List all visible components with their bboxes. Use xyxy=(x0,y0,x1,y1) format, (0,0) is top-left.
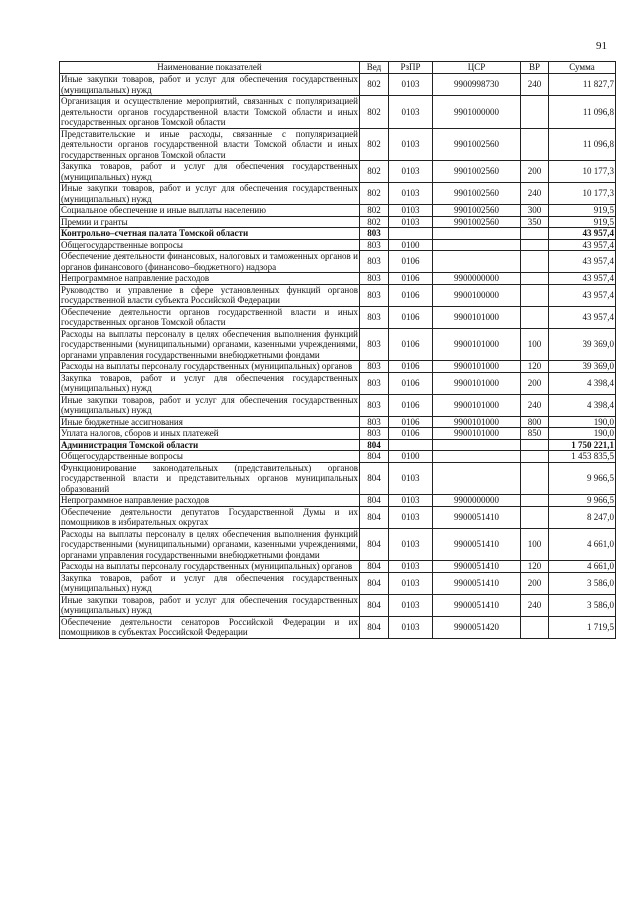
cell-csr xyxy=(433,462,521,495)
cell-ved: 804 xyxy=(360,528,389,561)
cell-sum: 3 586,0 xyxy=(549,594,616,616)
cell-csr xyxy=(433,228,521,240)
cell-rzpr: 0103 xyxy=(389,561,433,573)
cell-ved: 802 xyxy=(360,128,389,161)
cell-rzpr: 0103 xyxy=(389,205,433,217)
cell-csr xyxy=(433,451,521,463)
cell-rzpr: 0103 xyxy=(389,183,433,205)
cell-vr: 800 xyxy=(521,416,549,428)
cell-csr: 9900051420 xyxy=(433,616,521,638)
cell-ved: 802 xyxy=(360,74,389,96)
header-ved: Вед xyxy=(360,62,389,74)
budget-table xyxy=(59,61,616,639)
cell-name: Иные закупки товаров, работ и услуг для обеспечения государственных (муниципальных) нужд xyxy=(61,183,358,204)
cell-csr: 9900101000 xyxy=(433,428,521,440)
cell-vr xyxy=(521,251,549,273)
cell-csr xyxy=(433,251,521,273)
cell-ved: 804 xyxy=(360,495,389,507)
cell-rzpr: 0100 xyxy=(389,451,433,463)
cell-csr: 9900051410 xyxy=(433,572,521,594)
cell-sum: 43 957,4 xyxy=(549,284,616,306)
cell-name: Администрация Томской области xyxy=(60,439,360,451)
cell-vr xyxy=(521,306,549,328)
cell-ved: 804 xyxy=(360,506,389,528)
cell-rzpr: 0106 xyxy=(389,428,433,440)
cell-ved: 804 xyxy=(360,572,389,594)
table-body xyxy=(60,74,616,639)
cell-csr: 9900101000 xyxy=(433,361,521,373)
table-row xyxy=(60,451,616,463)
cell-sum: 3 586,0 xyxy=(549,572,616,594)
cell-ved: 802 xyxy=(360,205,389,217)
table-row xyxy=(60,74,616,96)
cell-csr xyxy=(433,239,521,251)
table-row xyxy=(60,572,616,594)
cell-vr: 200 xyxy=(521,572,549,594)
cell-rzpr: 0103 xyxy=(389,74,433,96)
cell-ved: 803 xyxy=(360,273,389,285)
cell-name: Иные закупки товаров, работ и услуг для обеспечения государственных (муниципальных) нужд xyxy=(61,594,358,615)
cell-ved: 803 xyxy=(360,428,389,440)
cell-name: Контрольно–счетная палата Томской области xyxy=(60,228,360,240)
cell-rzpr: 0106 xyxy=(389,361,433,373)
cell-sum: 43 957,4 xyxy=(549,273,616,285)
cell-rzpr: 0103 xyxy=(389,495,433,507)
cell-rzpr: 0106 xyxy=(389,273,433,285)
cell-name: Уплата налогов, сборов и иных платежей xyxy=(60,428,360,440)
table-row xyxy=(60,216,616,228)
cell-vr xyxy=(521,462,549,495)
cell-vr: 100 xyxy=(521,328,549,361)
table-header-row xyxy=(60,62,616,74)
cell-ved: 803 xyxy=(360,328,389,361)
cell-name: Расходы на выплаты персоналу в целях обеспечения выполнения функций государственными (муниципальными) органами, казенными учреждениями, органами управления государственными внебюджетными фондами xyxy=(61,528,358,560)
cell-rzpr: 0106 xyxy=(389,328,433,361)
cell-vr: 240 xyxy=(521,394,549,416)
cell-vr xyxy=(521,96,549,129)
table-row xyxy=(60,239,616,251)
table-row xyxy=(60,128,616,161)
header-sum: Сумма xyxy=(549,62,616,74)
cell-sum: 919,5 xyxy=(549,205,616,217)
cell-vr xyxy=(521,128,549,161)
cell-vr: 300 xyxy=(521,205,549,217)
cell-csr: 9901002560 xyxy=(433,216,521,228)
header-vr: ВР xyxy=(521,62,549,74)
cell-csr: 9900101000 xyxy=(433,306,521,328)
table-row xyxy=(60,616,616,638)
cell-ved: 804 xyxy=(360,616,389,638)
cell-vr xyxy=(521,506,549,528)
cell-ved: 803 xyxy=(360,394,389,416)
table-row xyxy=(60,495,616,507)
table-row xyxy=(60,372,616,394)
cell-name: Иные закупки товаров, работ и услуг для обеспечения государственных (муниципальных) нужд xyxy=(61,394,358,415)
cell-vr: 240 xyxy=(521,183,549,205)
cell-ved: 804 xyxy=(360,594,389,616)
cell-name: Закупка товаров, работ и услуг для обеспечения государственных (муниципальных) нужд xyxy=(61,572,358,593)
cell-rzpr: 0103 xyxy=(389,506,433,528)
cell-sum: 190,0 xyxy=(549,428,616,440)
cell-name: Закупка товаров, работ и услуг для обеспечения государственных (муниципальных) нужд xyxy=(61,372,358,393)
cell-csr: 9901002560 xyxy=(433,161,521,183)
cell-vr xyxy=(521,239,549,251)
cell-rzpr: 0100 xyxy=(389,239,433,251)
cell-name: Расходы на выплаты персоналу государственных (муниципальных) органов xyxy=(60,561,360,573)
cell-vr: 240 xyxy=(521,74,549,96)
cell-ved: 803 xyxy=(360,284,389,306)
cell-name: Расходы на выплаты персоналу государственных (муниципальных) органов xyxy=(60,361,360,373)
table-row xyxy=(60,462,616,495)
cell-name: Обеспечение деятельности органов государственной власти и иных государственных органов Томской области xyxy=(61,306,358,327)
cell-sum: 1 453 835,5 xyxy=(549,451,616,463)
cell-rzpr: 0103 xyxy=(389,528,433,561)
cell-name: Премии и гранты xyxy=(60,216,360,228)
cell-csr: 9900000000 xyxy=(433,273,521,285)
cell-rzpr: 0103 xyxy=(389,161,433,183)
cell-sum: 1 750 221,1 xyxy=(549,439,616,451)
cell-sum: 39 369,0 xyxy=(549,328,616,361)
cell-rzpr: 0106 xyxy=(389,372,433,394)
cell-ved: 804 xyxy=(360,451,389,463)
cell-name: Иные закупки товаров, работ и услуг для обеспечения государственных (муниципальных) нужд xyxy=(61,74,358,95)
cell-csr: 9900100000 xyxy=(433,284,521,306)
cell-name: Обеспечение деятельности финансовых, налоговых и таможенных органов и органов финансового (финансово–бюджетного) надзора xyxy=(61,251,358,272)
cell-rzpr: 0103 xyxy=(389,462,433,495)
cell-rzpr xyxy=(389,439,433,451)
cell-sum: 190,0 xyxy=(549,416,616,428)
cell-sum: 4 661,0 xyxy=(549,528,616,561)
cell-ved: 803 xyxy=(360,361,389,373)
cell-csr: 9900998730 xyxy=(433,74,521,96)
cell-rzpr: 0103 xyxy=(389,128,433,161)
cell-sum: 9 966,5 xyxy=(549,495,616,507)
cell-sum: 10 177,3 xyxy=(549,161,616,183)
cell-csr: 9900000000 xyxy=(433,495,521,507)
header-csr: ЦСР xyxy=(433,62,521,74)
table-row xyxy=(60,205,616,217)
cell-rzpr: 0103 xyxy=(389,594,433,616)
table-row xyxy=(60,394,616,416)
cell-csr: 9900051410 xyxy=(433,561,521,573)
cell-name: Общегосударственные вопросы xyxy=(60,239,360,251)
cell-vr: 100 xyxy=(521,528,549,561)
page-number: 91 xyxy=(596,40,607,52)
cell-sum: 11 096,8 xyxy=(549,96,616,129)
cell-rzpr: 0103 xyxy=(389,216,433,228)
cell-sum: 4 661,0 xyxy=(549,561,616,573)
cell-vr: 240 xyxy=(521,594,549,616)
cell-csr: 9900101000 xyxy=(433,328,521,361)
cell-rzpr: 0103 xyxy=(389,572,433,594)
cell-name: Обеспечение деятельности сенаторов Российской Федерации и их помощников в субъектах Российской Федерации xyxy=(61,616,358,637)
cell-sum: 1 719,5 xyxy=(549,616,616,638)
cell-csr: 9901002560 xyxy=(433,183,521,205)
cell-sum: 43 957,4 xyxy=(549,251,616,273)
cell-vr: 200 xyxy=(521,372,549,394)
table-row xyxy=(60,96,616,129)
cell-name: Функционирование законодательных (представительных) органов государственной власти и представительных органов муниципальных образований xyxy=(61,462,358,494)
cell-sum: 39 369,0 xyxy=(549,361,616,373)
cell-ved: 802 xyxy=(360,183,389,205)
cell-vr xyxy=(521,451,549,463)
cell-vr xyxy=(521,495,549,507)
table-row xyxy=(60,183,616,205)
cell-vr: 350 xyxy=(521,216,549,228)
cell-rzpr: 0103 xyxy=(389,96,433,129)
table-row xyxy=(60,306,616,328)
header-name: Наименование показателей xyxy=(60,62,360,74)
table-row xyxy=(60,328,616,361)
table-row xyxy=(60,528,616,561)
cell-name: Обеспечение деятельности депутатов Государственной Думы и их помощников в избирательных округах xyxy=(61,506,358,527)
cell-vr xyxy=(521,273,549,285)
cell-vr xyxy=(521,439,549,451)
cell-name: Непрограммное направление расходов xyxy=(60,495,360,507)
cell-name: Закупка товаров, работ и услуг для обеспечения государственных (муниципальных) нужд xyxy=(61,161,358,182)
header-rzpr: РзПР xyxy=(389,62,433,74)
cell-ved: 804 xyxy=(360,462,389,495)
cell-vr xyxy=(521,616,549,638)
cell-vr: 120 xyxy=(521,561,549,573)
cell-name: Организация и осуществление мероприятий, связанных с популяризацией деятельности органов государственной власти Томской области и иных государственных органов Томской области xyxy=(61,96,358,127)
table-row xyxy=(60,561,616,573)
table-row xyxy=(60,594,616,616)
cell-vr xyxy=(521,228,549,240)
cell-sum: 11 827,7 xyxy=(549,74,616,96)
table-row xyxy=(60,428,616,440)
cell-rzpr: 0106 xyxy=(389,416,433,428)
cell-sum: 4 398,4 xyxy=(549,372,616,394)
cell-sum: 10 177,3 xyxy=(549,183,616,205)
cell-ved: 803 xyxy=(360,251,389,273)
table-row xyxy=(60,273,616,285)
table-row xyxy=(60,439,616,451)
table-row xyxy=(60,416,616,428)
cell-sum: 919,5 xyxy=(549,216,616,228)
cell-csr: 9900101000 xyxy=(433,416,521,428)
cell-rzpr: 0106 xyxy=(389,284,433,306)
cell-name: Общегосударственные вопросы xyxy=(60,451,360,463)
cell-vr: 120 xyxy=(521,361,549,373)
cell-ved: 803 xyxy=(360,228,389,240)
cell-rzpr: 0103 xyxy=(389,616,433,638)
table-row xyxy=(60,284,616,306)
cell-name: Расходы на выплаты персоналу в целях обеспечения выполнения функций государственными (муниципальными) органами, казенными учреждениями, органами управления государственными внебюджетными фондами xyxy=(61,328,358,360)
cell-csr: 9901002560 xyxy=(433,128,521,161)
cell-ved: 803 xyxy=(360,239,389,251)
cell-csr xyxy=(433,439,521,451)
cell-name: Представительские и иные расходы, связанные с популяризацией деятельности органов государственной власти Томской области и иных государственных органов Томской области xyxy=(61,128,358,160)
table-row xyxy=(60,251,616,273)
cell-csr: 9901000000 xyxy=(433,96,521,129)
cell-sum: 43 957,4 xyxy=(549,228,616,240)
cell-sum: 43 957,4 xyxy=(549,239,616,251)
table-row xyxy=(60,506,616,528)
cell-rzpr: 0106 xyxy=(389,394,433,416)
cell-csr: 9900101000 xyxy=(433,394,521,416)
cell-rzpr xyxy=(389,228,433,240)
cell-sum: 11 096,8 xyxy=(549,128,616,161)
cell-ved: 803 xyxy=(360,416,389,428)
cell-ved: 802 xyxy=(360,96,389,129)
cell-sum: 4 398,4 xyxy=(549,394,616,416)
cell-vr: 200 xyxy=(521,161,549,183)
cell-sum: 9 966,5 xyxy=(549,462,616,495)
cell-vr: 850 xyxy=(521,428,549,440)
cell-csr: 9901002560 xyxy=(433,205,521,217)
cell-name: Социальное обеспечение и иные выплаты населению xyxy=(60,205,360,217)
cell-rzpr: 0106 xyxy=(389,251,433,273)
cell-csr: 9900101000 xyxy=(433,372,521,394)
table-row xyxy=(60,228,616,240)
cell-name: Иные бюджетные ассигнования xyxy=(60,416,360,428)
cell-name: Непрограммное направление расходов xyxy=(60,273,360,285)
cell-csr: 9900051410 xyxy=(433,506,521,528)
cell-ved: 802 xyxy=(360,216,389,228)
cell-csr: 9900051410 xyxy=(433,594,521,616)
cell-ved: 804 xyxy=(360,561,389,573)
cell-ved: 802 xyxy=(360,161,389,183)
cell-ved: 803 xyxy=(360,306,389,328)
cell-ved: 804 xyxy=(360,439,389,451)
cell-sum: 8 247,0 xyxy=(549,506,616,528)
table-row xyxy=(60,361,616,373)
cell-sum: 43 957,4 xyxy=(549,306,616,328)
table-row xyxy=(60,161,616,183)
cell-name: Руководство и управление в сфере установленных функций органов государственной власти субъекта Российской Федерации xyxy=(61,284,358,305)
cell-vr xyxy=(521,284,549,306)
cell-ved: 803 xyxy=(360,372,389,394)
cell-rzpr: 0106 xyxy=(389,306,433,328)
cell-csr: 9900051410 xyxy=(433,528,521,561)
